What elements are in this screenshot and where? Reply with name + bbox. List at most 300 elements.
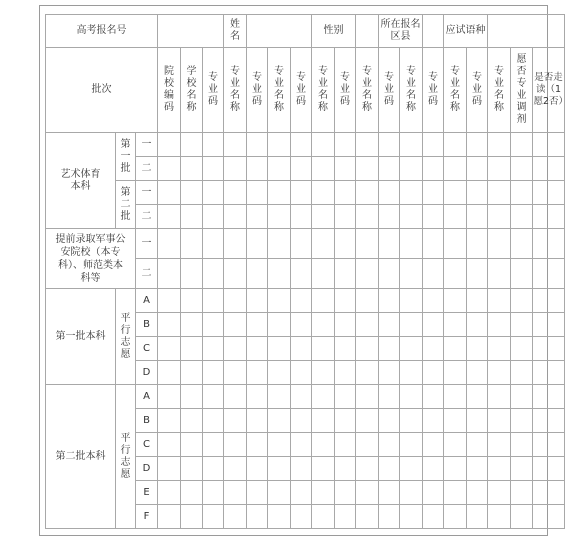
entry-cell[interactable] [181, 361, 203, 385]
entry-cell[interactable] [423, 385, 444, 409]
entry-cell[interactable] [533, 481, 565, 505]
entry-cell[interactable] [158, 385, 181, 409]
entry-cell[interactable] [511, 337, 533, 361]
entry-cell[interactable] [268, 229, 291, 259]
entry-cell[interactable] [356, 205, 379, 229]
entry-cell[interactable] [488, 385, 511, 409]
entry-cell[interactable] [291, 409, 312, 433]
entry-cell[interactable] [158, 229, 181, 259]
entry-cell[interactable] [158, 481, 181, 505]
entry-cell[interactable] [488, 409, 511, 433]
entry-cell[interactable] [247, 313, 268, 337]
entry-cell[interactable] [158, 361, 181, 385]
entry-cell[interactable] [467, 481, 488, 505]
entry-cell[interactable] [488, 289, 511, 313]
entry-cell[interactable] [511, 289, 533, 313]
entry-cell[interactable] [488, 505, 511, 529]
entry-cell[interactable] [224, 409, 247, 433]
entry-cell[interactable] [467, 157, 488, 181]
entry-cell[interactable] [379, 313, 400, 337]
entry-cell[interactable] [268, 409, 291, 433]
entry-cell[interactable] [467, 205, 488, 229]
entry-cell[interactable] [181, 337, 203, 361]
entry-cell[interactable] [511, 385, 533, 409]
entry-cell[interactable] [335, 259, 356, 289]
entry-cell[interactable] [335, 385, 356, 409]
entry-cell[interactable] [158, 181, 181, 205]
commute-header: 是否走读（1愿2否） [533, 48, 565, 133]
entry-cell[interactable] [268, 385, 291, 409]
entry-cell[interactable] [467, 313, 488, 337]
entry-cell[interactable] [312, 157, 335, 181]
entry-cell[interactable] [356, 229, 379, 259]
entry-cell[interactable] [467, 259, 488, 289]
entry-cell[interactable] [356, 313, 379, 337]
entry-cell[interactable] [533, 409, 565, 433]
entry-cell[interactable] [158, 433, 181, 457]
entry-cell[interactable] [467, 289, 488, 313]
entry-cell[interactable] [203, 205, 224, 229]
entry-cell[interactable] [291, 433, 312, 457]
entry-cell[interactable] [488, 181, 511, 205]
entry-cell[interactable] [247, 505, 268, 529]
entry-cell[interactable] [335, 337, 356, 361]
entry-cell[interactable] [268, 289, 291, 313]
entry-cell[interactable] [268, 337, 291, 361]
entry-cell[interactable] [488, 313, 511, 337]
entry-cell[interactable] [203, 433, 224, 457]
entry-cell[interactable] [181, 157, 203, 181]
entry-cell[interactable] [400, 289, 423, 313]
entry-cell[interactable] [511, 133, 533, 157]
entry-cell[interactable] [312, 433, 335, 457]
entry-cell[interactable] [488, 133, 511, 157]
entry-cell[interactable] [379, 337, 400, 361]
entry-cell[interactable] [423, 133, 444, 157]
entry-cell[interactable] [444, 505, 467, 529]
entry-cell[interactable] [400, 409, 423, 433]
entry-cell[interactable] [158, 259, 181, 289]
entry-cell[interactable] [247, 337, 268, 361]
entry-cell[interactable] [247, 385, 268, 409]
entry-cell[interactable] [356, 433, 379, 457]
entry-cell[interactable] [291, 181, 312, 205]
entry-cell[interactable] [203, 385, 224, 409]
entry-cell[interactable] [467, 385, 488, 409]
entry-cell[interactable] [511, 229, 533, 259]
entry-cell[interactable] [379, 229, 400, 259]
entry-cell[interactable] [158, 505, 181, 529]
entry-cell[interactable] [444, 433, 467, 457]
entry-cell[interactable] [400, 229, 423, 259]
entry-cell[interactable] [312, 133, 335, 157]
entry-cell[interactable] [224, 337, 247, 361]
entry-cell[interactable] [444, 181, 467, 205]
entry-cell[interactable] [533, 361, 565, 385]
entry-cell[interactable] [312, 409, 335, 433]
entry-cell[interactable] [444, 229, 467, 259]
entry-cell[interactable] [335, 481, 356, 505]
entry-cell[interactable] [423, 157, 444, 181]
entry-cell[interactable] [181, 289, 203, 313]
entry-cell[interactable] [335, 289, 356, 313]
entry-cell[interactable] [335, 433, 356, 457]
entry-cell[interactable] [444, 409, 467, 433]
entry-cell[interactable] [356, 259, 379, 289]
entry-cell[interactable] [224, 133, 247, 157]
entry-cell[interactable] [467, 133, 488, 157]
entry-cell[interactable] [511, 481, 533, 505]
language-value[interactable] [488, 15, 565, 48]
entry-cell[interactable] [247, 481, 268, 505]
entry-cell[interactable] [268, 205, 291, 229]
entry-cell[interactable] [268, 505, 291, 529]
entry-cell[interactable] [488, 259, 511, 289]
entry-cell[interactable] [400, 157, 423, 181]
entry-cell[interactable] [291, 289, 312, 313]
entry-cell[interactable] [400, 313, 423, 337]
entry-cell[interactable] [423, 313, 444, 337]
entry-cell[interactable] [467, 229, 488, 259]
entry-cell[interactable] [379, 385, 400, 409]
entry-cell[interactable] [335, 313, 356, 337]
entry-cell[interactable] [291, 457, 312, 481]
choice-letter: A [136, 289, 158, 313]
entry-cell[interactable] [379, 505, 400, 529]
entry-cell[interactable] [268, 361, 291, 385]
entry-cell[interactable] [291, 385, 312, 409]
entry-cell[interactable] [423, 259, 444, 289]
entry-cell[interactable] [158, 337, 181, 361]
entry-cell[interactable] [247, 289, 268, 313]
entry-cell[interactable] [379, 205, 400, 229]
entry-cell[interactable] [488, 457, 511, 481]
entry-cell[interactable] [203, 181, 224, 205]
entry-cell[interactable] [400, 457, 423, 481]
entry-cell[interactable] [203, 229, 224, 259]
entry-cell[interactable] [356, 505, 379, 529]
name-value[interactable] [247, 15, 312, 48]
entry-cell[interactable] [423, 481, 444, 505]
entry-cell[interactable] [356, 157, 379, 181]
entry-cell[interactable] [268, 157, 291, 181]
entry-cell[interactable] [247, 259, 268, 289]
entry-cell[interactable] [224, 313, 247, 337]
entry-cell[interactable] [423, 505, 444, 529]
entry-cell[interactable] [379, 259, 400, 289]
entry-cell[interactable] [291, 481, 312, 505]
entry-cell[interactable] [181, 457, 203, 481]
entry-cell[interactable] [291, 259, 312, 289]
entry-cell[interactable] [533, 313, 565, 337]
entry-cell[interactable] [335, 409, 356, 433]
entry-cell[interactable] [356, 337, 379, 361]
entry-cell[interactable] [488, 481, 511, 505]
entry-cell[interactable] [181, 385, 203, 409]
entry-cell[interactable] [444, 385, 467, 409]
entry-cell[interactable] [379, 409, 400, 433]
entry-cell[interactable] [379, 181, 400, 205]
entry-cell[interactable] [224, 481, 247, 505]
entry-cell[interactable] [400, 181, 423, 205]
entry-cell[interactable] [444, 457, 467, 481]
entry-cell[interactable] [203, 157, 224, 181]
entry-cell[interactable] [488, 229, 511, 259]
entry-cell[interactable] [203, 259, 224, 289]
entry-cell[interactable] [400, 337, 423, 361]
entry-cell[interactable] [312, 259, 335, 289]
entry-cell[interactable] [379, 289, 400, 313]
entry-cell[interactable] [247, 181, 268, 205]
entry-cell[interactable] [247, 409, 268, 433]
entry-cell[interactable] [291, 229, 312, 259]
entry-cell[interactable] [444, 205, 467, 229]
entry-cell[interactable] [224, 457, 247, 481]
entry-cell[interactable] [181, 481, 203, 505]
entry-cell[interactable] [312, 505, 335, 529]
entry-cell[interactable] [203, 481, 224, 505]
entry-cell[interactable] [400, 205, 423, 229]
entry-cell[interactable] [203, 133, 224, 157]
entry-cell[interactable] [158, 157, 181, 181]
entry-cell[interactable] [467, 409, 488, 433]
entry-cell[interactable] [444, 313, 467, 337]
entry-cell[interactable] [224, 433, 247, 457]
entry-cell[interactable] [400, 433, 423, 457]
entry-cell[interactable] [181, 259, 203, 289]
gender-value[interactable] [356, 15, 379, 48]
entry-cell[interactable] [423, 229, 444, 259]
entry-cell[interactable] [247, 157, 268, 181]
entry-cell[interactable] [488, 157, 511, 181]
entry-cell[interactable] [423, 361, 444, 385]
entry-cell[interactable] [312, 361, 335, 385]
entry-cell[interactable] [423, 409, 444, 433]
entry-cell[interactable] [467, 337, 488, 361]
entry-cell[interactable] [533, 205, 565, 229]
entry-cell[interactable] [203, 505, 224, 529]
entry-cell[interactable] [312, 385, 335, 409]
entry-cell[interactable] [268, 433, 291, 457]
entry-cell[interactable] [312, 229, 335, 259]
entry-cell[interactable] [488, 433, 511, 457]
entry-cell[interactable] [400, 361, 423, 385]
entry-cell[interactable] [444, 481, 467, 505]
entry-cell[interactable] [203, 409, 224, 433]
entry-cell[interactable] [533, 337, 565, 361]
entry-cell[interactable] [423, 181, 444, 205]
entry-cell[interactable] [203, 337, 224, 361]
entry-cell[interactable] [291, 505, 312, 529]
entry-cell[interactable] [224, 229, 247, 259]
entry-cell[interactable] [335, 505, 356, 529]
entry-cell[interactable] [268, 181, 291, 205]
entry-cell[interactable] [335, 133, 356, 157]
entry-cell[interactable] [444, 157, 467, 181]
entry-cell[interactable] [400, 481, 423, 505]
entry-cell[interactable] [268, 133, 291, 157]
entry-cell[interactable] [335, 361, 356, 385]
entry-cell[interactable] [444, 361, 467, 385]
entry-cell[interactable] [356, 361, 379, 385]
district-value[interactable] [423, 15, 444, 48]
entry-cell[interactable] [224, 259, 247, 289]
entry-cell[interactable] [379, 457, 400, 481]
entry-cell[interactable] [181, 181, 203, 205]
entry-cell[interactable] [379, 361, 400, 385]
entry-cell[interactable] [335, 205, 356, 229]
entry-cell[interactable] [511, 205, 533, 229]
entry-cell[interactable] [335, 181, 356, 205]
entry-cell[interactable] [291, 157, 312, 181]
entry-cell[interactable] [379, 157, 400, 181]
entry-cell[interactable] [356, 409, 379, 433]
entry-cell[interactable] [247, 457, 268, 481]
entry-cell[interactable] [224, 157, 247, 181]
entry-cell[interactable] [467, 181, 488, 205]
entry-cell[interactable] [158, 409, 181, 433]
entry-cell[interactable] [291, 205, 312, 229]
entry-cell[interactable] [247, 205, 268, 229]
entry-cell[interactable] [291, 337, 312, 361]
entry-cell[interactable] [444, 259, 467, 289]
entry-cell[interactable] [533, 133, 565, 157]
entry-cell[interactable] [291, 313, 312, 337]
entry-cell[interactable] [379, 133, 400, 157]
entry-cell[interactable] [423, 289, 444, 313]
entry-cell[interactable] [247, 361, 268, 385]
entry-cell[interactable] [268, 481, 291, 505]
entry-cell[interactable] [423, 433, 444, 457]
entry-cell[interactable] [335, 229, 356, 259]
entry-cell[interactable] [203, 289, 224, 313]
entry-cell[interactable] [488, 205, 511, 229]
entry-cell[interactable] [356, 457, 379, 481]
entry-cell[interactable] [356, 481, 379, 505]
entry-cell[interactable] [379, 433, 400, 457]
entry-cell[interactable] [533, 385, 565, 409]
entry-cell[interactable] [181, 205, 203, 229]
entry-cell[interactable] [268, 457, 291, 481]
entry-cell[interactable] [511, 457, 533, 481]
entry-cell[interactable] [335, 457, 356, 481]
entry-cell[interactable] [511, 157, 533, 181]
entry-cell[interactable] [511, 361, 533, 385]
entry-cell[interactable] [224, 361, 247, 385]
entry-cell[interactable] [268, 259, 291, 289]
entry-cell[interactable] [533, 259, 565, 289]
round-one-label: 一 [136, 229, 158, 259]
entry-cell[interactable] [444, 337, 467, 361]
gender-label: 性别 [312, 15, 356, 48]
entry-cell[interactable] [400, 259, 423, 289]
entry-cell[interactable] [533, 505, 565, 529]
entry-cell[interactable] [511, 505, 533, 529]
entry-cell[interactable] [400, 385, 423, 409]
entry-cell[interactable] [444, 289, 467, 313]
major-code-header: 专业码 [203, 48, 224, 133]
entry-cell[interactable] [181, 433, 203, 457]
entry-cell[interactable] [423, 205, 444, 229]
entry-cell[interactable] [511, 313, 533, 337]
entry-cell[interactable] [488, 337, 511, 361]
entry-cell[interactable] [203, 457, 224, 481]
entry-cell[interactable] [400, 133, 423, 157]
entry-cell[interactable] [467, 361, 488, 385]
entry-cell[interactable] [224, 289, 247, 313]
entry-cell[interactable] [203, 361, 224, 385]
entry-cell[interactable] [291, 361, 312, 385]
entry-cell[interactable] [291, 133, 312, 157]
entry-cell[interactable] [488, 361, 511, 385]
entry-cell[interactable] [400, 505, 423, 529]
entry-cell[interactable] [247, 229, 268, 259]
entry-cell[interactable] [312, 181, 335, 205]
entry-cell[interactable] [467, 433, 488, 457]
entry-cell[interactable] [158, 457, 181, 481]
entry-cell[interactable] [181, 133, 203, 157]
entry-cell[interactable] [511, 259, 533, 289]
entry-cell[interactable] [423, 457, 444, 481]
entry-cell[interactable] [181, 229, 203, 259]
entry-cell[interactable] [224, 205, 247, 229]
arts-row-1 [46, 133, 565, 157]
entry-cell[interactable] [158, 133, 181, 157]
entry-cell[interactable] [533, 433, 565, 457]
entry-cell[interactable] [356, 385, 379, 409]
entry-cell[interactable] [203, 313, 224, 337]
entry-cell[interactable] [356, 181, 379, 205]
entry-cell[interactable] [533, 181, 565, 205]
entry-cell[interactable] [533, 457, 565, 481]
entry-cell[interactable] [158, 289, 181, 313]
entry-cell[interactable] [312, 313, 335, 337]
entry-cell[interactable] [533, 229, 565, 259]
entry-cell[interactable] [247, 433, 268, 457]
entry-cell[interactable] [181, 313, 203, 337]
entry-cell[interactable] [379, 481, 400, 505]
exam-no-value[interactable] [158, 15, 224, 48]
entry-cell[interactable] [312, 205, 335, 229]
entry-cell[interactable] [444, 133, 467, 157]
entry-cell[interactable] [312, 289, 335, 313]
entry-cell[interactable] [467, 457, 488, 481]
entry-cell[interactable] [158, 205, 181, 229]
entry-cell[interactable] [158, 313, 181, 337]
second-batch-label: 第二批本科 [46, 385, 116, 529]
entry-cell[interactable] [224, 505, 247, 529]
entry-cell[interactable] [312, 337, 335, 361]
entry-cell[interactable] [224, 385, 247, 409]
entry-cell[interactable] [511, 433, 533, 457]
entry-cell[interactable] [467, 505, 488, 529]
entry-cell[interactable] [356, 133, 379, 157]
entry-cell[interactable] [268, 313, 291, 337]
entry-cell[interactable] [224, 181, 247, 205]
entry-cell[interactable] [356, 289, 379, 313]
entry-cell[interactable] [511, 409, 533, 433]
entry-cell[interactable] [181, 505, 203, 529]
entry-cell[interactable] [335, 157, 356, 181]
entry-cell[interactable] [511, 181, 533, 205]
entry-cell[interactable] [247, 133, 268, 157]
entry-cell[interactable] [312, 457, 335, 481]
entry-cell[interactable] [423, 337, 444, 361]
entry-cell[interactable] [533, 289, 565, 313]
entry-cell[interactable] [181, 409, 203, 433]
entry-cell[interactable] [312, 481, 335, 505]
entry-cell[interactable] [533, 157, 565, 181]
